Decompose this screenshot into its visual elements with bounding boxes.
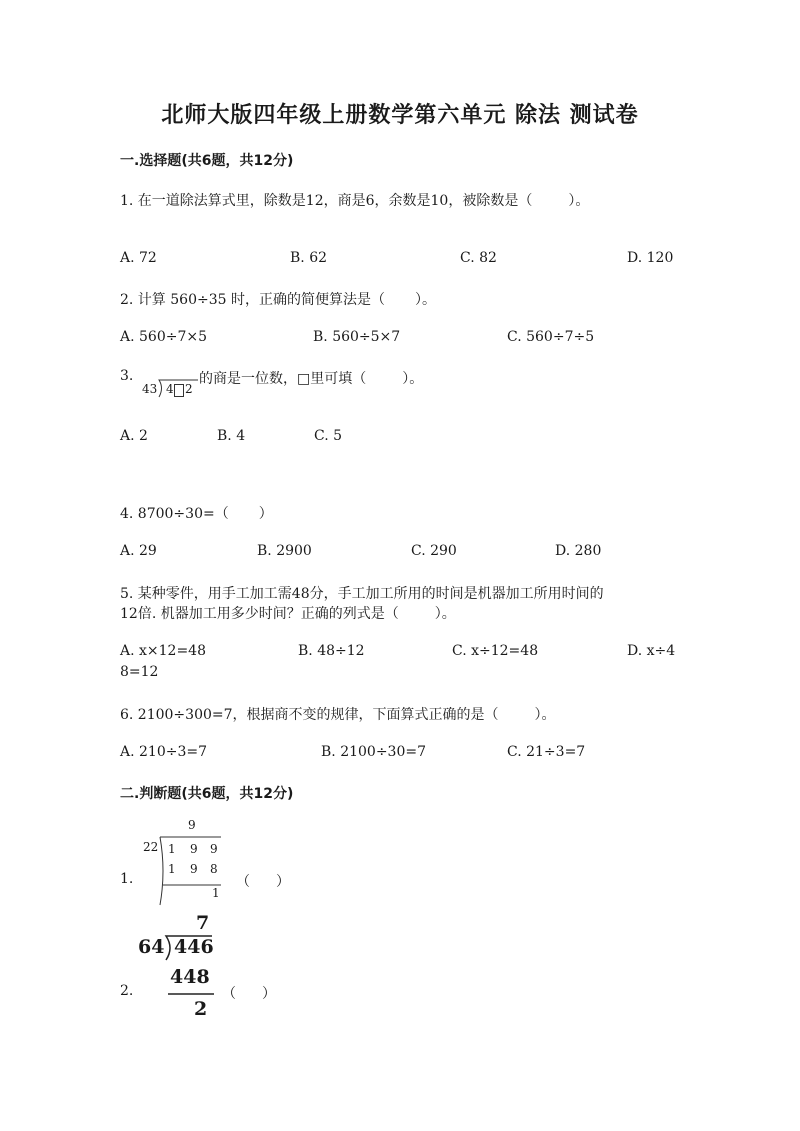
question-text: 1. 在一道除法算式里，除数是12，商是6，余数是10，被除数是（: [120, 193, 533, 209]
product: 448: [170, 966, 210, 988]
question-close: ）: [258, 506, 273, 522]
divisor: 22: [143, 840, 159, 854]
option-b[interactable]: B. 62: [290, 250, 328, 266]
option-d[interactable]: D. x÷4: [627, 643, 676, 659]
question-6: [120, 704, 556, 724]
dividend-digit: 2: [185, 382, 193, 396]
section-heading-judgement: 二.判断题(共6题，共12分): [120, 786, 294, 802]
question-text: 12倍. 机器加工用多少时间？正确的列式是（: [120, 606, 399, 622]
paren-open: （: [222, 986, 236, 1002]
dividend-digit: 4: [166, 382, 174, 396]
dividend-digit: 9: [210, 842, 218, 856]
section-heading-choice: 一.选择题(共6题，共12分): [120, 153, 294, 169]
question-text: 的商是一位数，□里可填（: [199, 371, 367, 387]
option-b[interactable]: B. 4: [217, 428, 246, 444]
question-2: [120, 289, 436, 309]
option-c[interactable]: C. 21÷3=7: [507, 744, 586, 760]
option-a[interactable]: A. 29: [120, 543, 157, 559]
divisor: 43: [142, 382, 158, 396]
option-d[interactable]: D. 280: [555, 543, 602, 559]
question-1: [120, 190, 589, 210]
divisor: 64: [138, 936, 165, 958]
question-close: ）。: [402, 371, 424, 387]
paren-close: ）: [276, 874, 290, 890]
option-a[interactable]: A. 560÷7×5: [120, 329, 208, 345]
option-a[interactable]: A. 2: [120, 428, 148, 444]
option-c[interactable]: C. 560÷7÷5: [507, 329, 595, 345]
long-division-figure-1: [140, 818, 230, 908]
option-c[interactable]: C. 5: [314, 428, 343, 444]
subtraction-line: [168, 992, 216, 996]
option-d-wrap: 8=12: [120, 664, 159, 680]
question-text: 6. 2100÷300=7，根据商不变的规律，下面算式正确的是（: [120, 707, 499, 723]
question-text: 2. 计算 560÷35 时，正确的简便算法是（: [120, 292, 385, 308]
option-a[interactable]: A. 210÷3=7: [120, 744, 208, 760]
paren-close: ）: [262, 986, 276, 1002]
quotient: 7: [196, 912, 210, 934]
judgement-1-answer[interactable]: [236, 871, 290, 891]
option-b[interactable]: B. 2100÷30=7: [321, 744, 426, 760]
blank-box: [174, 384, 184, 397]
question-close: ）。: [434, 606, 456, 622]
dividend-digit: 9: [190, 842, 198, 856]
remainder: 1: [212, 886, 220, 900]
long-division-figure: [142, 378, 198, 400]
question-close: ）。: [568, 193, 590, 209]
long-division-figure-2: [136, 912, 216, 1024]
option-c[interactable]: C. 82: [460, 250, 497, 266]
option-b[interactable]: B. 48÷12: [298, 643, 365, 659]
question-4: [120, 503, 273, 523]
remainder: 2: [194, 998, 208, 1020]
option-a[interactable]: A. 72: [120, 250, 157, 266]
question-text: 4. 8700÷30=（: [120, 506, 229, 522]
option-c[interactable]: C. x÷12=48: [452, 643, 539, 659]
quotient: 9: [188, 818, 196, 832]
question-close: ）。: [414, 292, 436, 308]
judgement-1-number: 1.: [120, 871, 134, 887]
judgement-2-number: 2.: [120, 983, 134, 999]
question-3-number: 3.: [120, 368, 134, 384]
question-3: [199, 368, 423, 388]
product-digit: 1: [168, 862, 176, 876]
option-b[interactable]: B. 2900: [257, 543, 312, 559]
product-digit: 8: [210, 862, 218, 876]
question-5-line-1: 5. 某种零件，用手工加工需48分，手工加工所用的时间是机器加工所用时间的: [120, 586, 604, 602]
option-a[interactable]: A. x×12=48: [120, 643, 206, 659]
paren-open: （: [236, 874, 250, 890]
dividend: 446: [174, 936, 214, 958]
option-d[interactable]: D. 120: [627, 250, 674, 266]
product-digit: 9: [190, 862, 198, 876]
question-close: ）。: [534, 707, 556, 723]
option-b[interactable]: B. 560÷5×7: [313, 329, 401, 345]
judgement-2-answer[interactable]: [222, 983, 276, 1003]
question-5-line-2: [120, 603, 456, 623]
page-title: 北师大版四年级上册数学第六单元 除法 测试卷: [161, 102, 639, 128]
option-c[interactable]: C. 290: [411, 543, 457, 559]
dividend-digit: 1: [168, 842, 176, 856]
